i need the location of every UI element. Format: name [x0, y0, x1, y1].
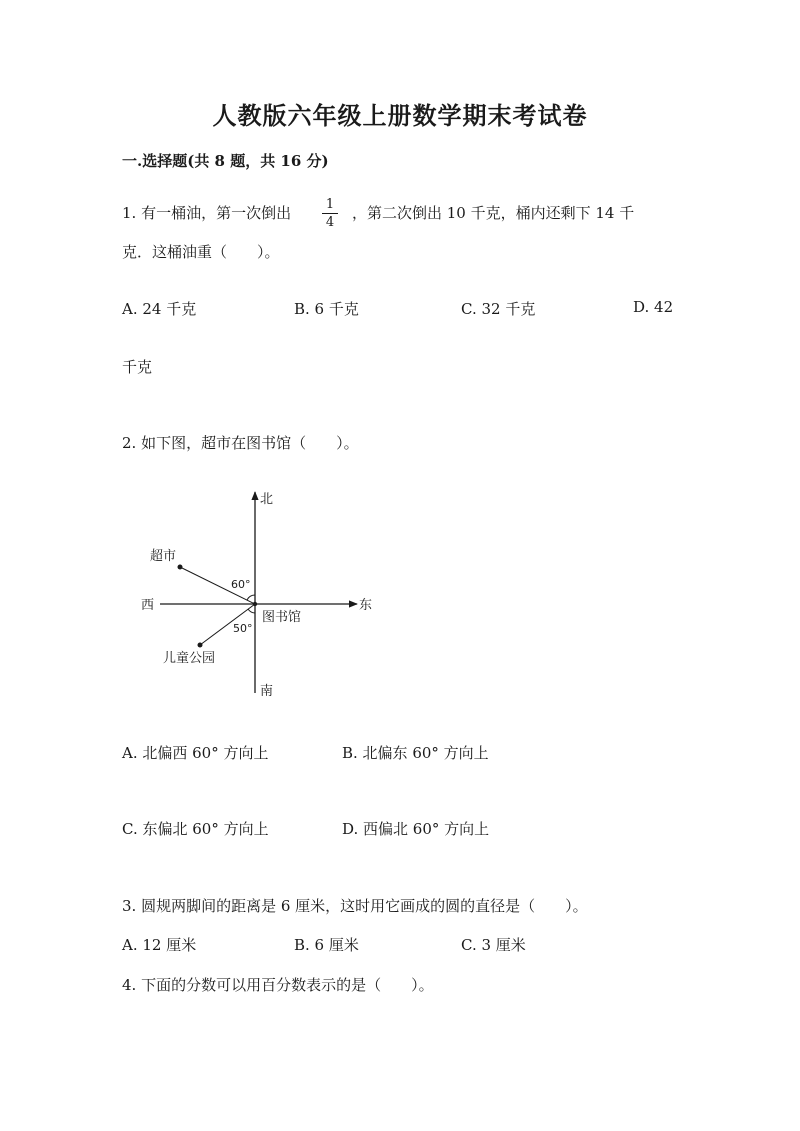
q2-option-a[interactable]: A. 北偏西 60° 方向上	[122, 744, 269, 762]
park-label: 儿童公园	[163, 651, 216, 666]
west-label: 西	[141, 598, 155, 613]
direction-diagram	[120, 478, 390, 708]
fraction-numerator: 1	[325, 197, 335, 212]
south-label: 南	[260, 684, 274, 699]
q2-text: 2. 如下图，超市在图书馆（ ）。	[122, 434, 359, 452]
q1-option-c[interactable]: C. 32 千克	[461, 300, 536, 318]
library-point	[253, 602, 257, 606]
fraction-bar	[322, 213, 338, 214]
supermarket-label: 超市	[150, 549, 177, 564]
q3-option-b[interactable]: B. 6 厘米	[294, 936, 359, 954]
q4-text: 4. 下面的分数可以用百分数表示的是（ ）。	[122, 976, 434, 994]
q2-option-c[interactable]: C. 东偏北 60° 方向上	[122, 820, 269, 838]
q1-option-a[interactable]: A. 24 千克	[122, 300, 197, 318]
q3-option-c[interactable]: C. 3 厘米	[461, 936, 526, 954]
supermarket-point	[178, 565, 183, 570]
east-label: 东	[359, 598, 373, 613]
angle-label-upper: 60°	[231, 578, 251, 591]
angle-arc-upper	[247, 595, 255, 600]
q1-text-wrap: 克．这桶油重（ ）。	[122, 243, 280, 261]
q1-option-d[interactable]: D. 42	[633, 298, 674, 316]
q3-option-a[interactable]: A. 12 厘米	[122, 936, 197, 954]
q3-text: 3. 圆规两脚间的距离是 6 厘米，这时用它画成的圆的直径是（ ）。	[122, 897, 588, 915]
q1-option-d-wrap: 千克	[122, 358, 153, 376]
q1-fraction	[322, 197, 338, 230]
fraction-denominator: 4	[325, 215, 335, 230]
angle-arc-lower	[248, 609, 255, 613]
park-point	[198, 643, 203, 648]
q2-option-b[interactable]: B. 北偏东 60° 方向上	[342, 744, 489, 762]
angle-label-lower: 50°	[233, 622, 253, 635]
north-label: 北	[260, 492, 274, 507]
library-label: 图书馆	[262, 610, 302, 625]
q1-text-end: ，第二次倒出 10 千克，桶内还剩下 14 千	[352, 204, 635, 222]
q1-option-b[interactable]: B. 6 千克	[294, 300, 359, 318]
page-title: 人教版六年级上册数学期末考试卷	[212, 101, 588, 130]
q1-text-start: 1. 有一桶油，第一次倒出	[122, 204, 292, 222]
section-heading: 一.选择题(共 8 题，共 16 分)	[122, 152, 329, 170]
q2-option-d[interactable]: D. 西偏北 60° 方向上	[342, 820, 490, 838]
